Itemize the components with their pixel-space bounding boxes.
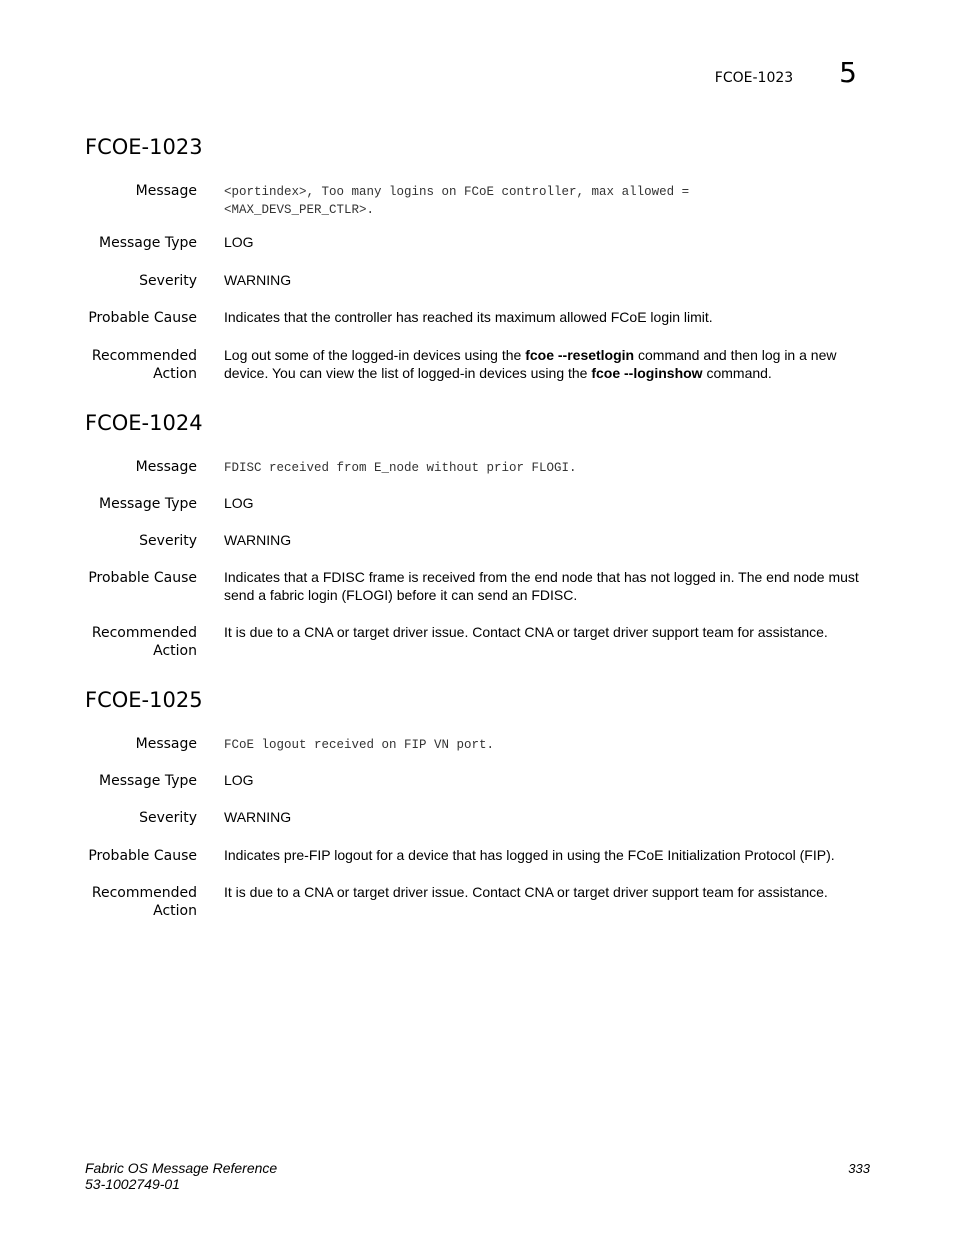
header-message-code: FCOE-1023: [714, 70, 794, 86]
message-type-value: LOG: [224, 234, 254, 250]
label-severity: Severity: [139, 533, 197, 549]
footer-doc-number: 53-1002749-01: [85, 1176, 180, 1192]
footer-title: Fabric OS Message Reference: [85, 1160, 278, 1176]
running-header: [715, 56, 857, 89]
footer-page-number: 333: [848, 1161, 870, 1176]
footer-document-info: [85, 1160, 277, 1192]
label-recommended-action: Recommended Action: [91, 348, 197, 382]
message-text: FDISC received from E_node without prior FLOGI.: [224, 461, 577, 475]
label-severity: Severity: [139, 810, 197, 826]
command-resetlogin: fcoe --resetlogin: [525, 347, 635, 363]
entry-fcoe-1025: [85, 688, 875, 919]
message-type-value: LOG: [224, 772, 254, 788]
message-text: [224, 183, 874, 219]
label-message-type: Message Type: [99, 496, 197, 512]
entry-title: FCOE-1023: [85, 135, 203, 159]
message-text: FCoE logout received on FIP VN port.: [224, 738, 495, 752]
entry-title: FCOE-1024: [85, 411, 203, 435]
label-probable-cause: Probable Cause: [88, 848, 197, 864]
probable-cause-value: Indicates that a FDISC frame is received from the end node that has not logged in. The end node must send a fabric login (FLOGI) before it can send an FDISC.: [224, 569, 859, 603]
entry-title: FCOE-1025: [85, 688, 203, 712]
message-type-value: LOG: [224, 495, 254, 511]
chapter-number: 5: [839, 56, 857, 89]
label-recommended-action: Recommended Action: [91, 885, 197, 919]
label-message: Message: [135, 459, 197, 475]
recommended-action-value: It is due to a CNA or target driver issue. Contact CNA or target driver support team for assistance.: [224, 624, 828, 640]
message-line-2: <MAX_DEVS_PER_CTLR>.: [224, 203, 375, 217]
entry-fcoe-1024: [85, 411, 875, 659]
command-loginshow: fcoe --loginshow: [591, 365, 703, 381]
severity-value: WARNING: [224, 532, 292, 548]
label-probable-cause: Probable Cause: [88, 570, 197, 586]
label-message-type: Message Type: [99, 773, 197, 789]
label-message: Message: [135, 736, 197, 752]
label-message-type: Message Type: [99, 235, 197, 251]
severity-value: WARNING: [224, 809, 292, 825]
message-line-1: <portindex>, Too many logins on FCoE controller, max allowed =: [224, 185, 690, 199]
recommended-action-value: Log out some of the logged-in devices using the fcoe --resetlogin command and then log in a new device. You can view the list of logged-in devices using the fcoe --loginshow command.: [224, 347, 837, 381]
probable-cause-value: Indicates pre-FIP logout for a device that has logged in using the FCoE Initialization Protocol (FIP).: [224, 847, 835, 863]
label-recommended-action: Recommended Action: [91, 625, 197, 659]
recommended-action-value: It is due to a CNA or target driver issue. Contact CNA or target driver support team for assistance.: [224, 884, 828, 900]
label-severity: Severity: [139, 273, 197, 289]
label-probable-cause: Probable Cause: [88, 310, 197, 326]
label-message: Message: [135, 183, 197, 199]
entry-fcoe-1023: [85, 135, 875, 382]
severity-value: WARNING: [224, 272, 292, 288]
probable-cause-value: Indicates that the controller has reached its maximum allowed FCoE login limit.: [224, 309, 713, 325]
